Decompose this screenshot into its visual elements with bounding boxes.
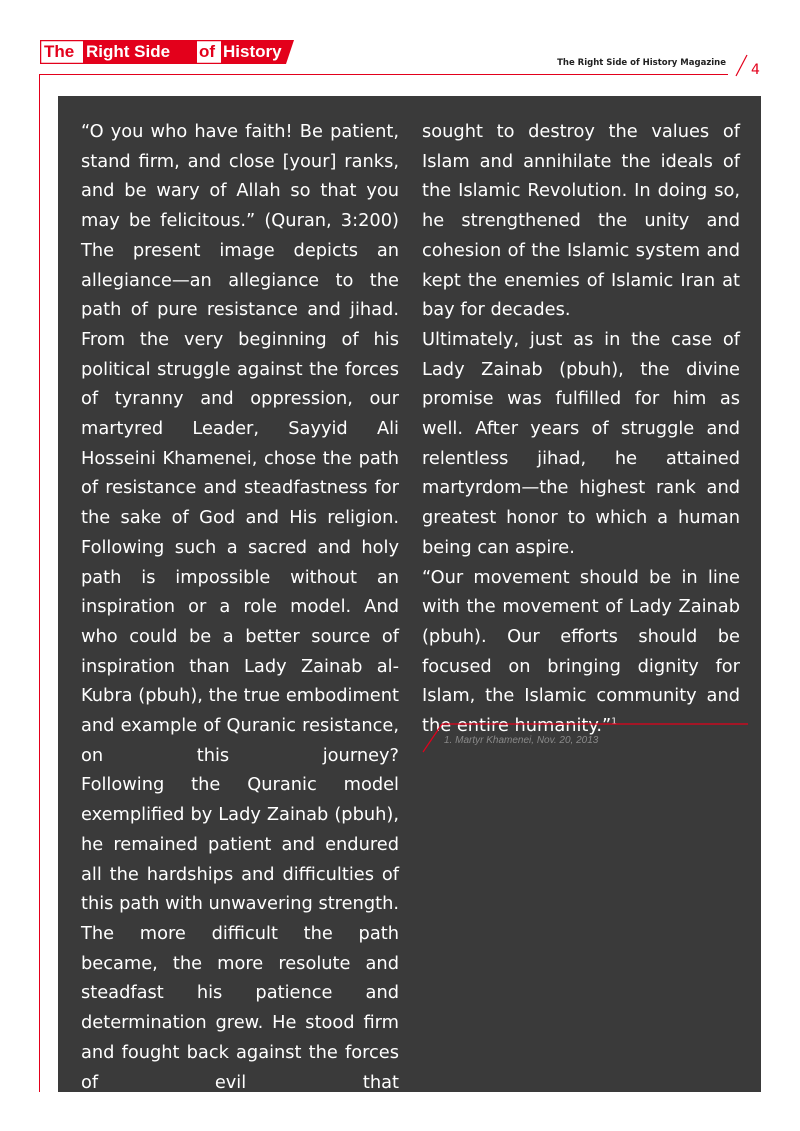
magazine-logo <box>40 40 294 64</box>
page-number: 4 <box>751 62 760 78</box>
values-paragraph: sought to destroy the values of Islam and annihilate the ideals of the Islamic Revolution. In doing so, he strengthened the unity and cohesion of the Islamic system and kept the enemies of Islamic Iran at bay for decades. <box>422 121 740 321</box>
martyrdom-paragraph: Ultimately, just as in the case of Lady Zainab (pbuh), the divine promise was fulfilled for him as well. After years of struggle and relentless jihad, he attained martyrdom—the highest rank and greatest honor to which a human being can aspire. <box>422 328 740 558</box>
page-number-slash <box>734 54 748 78</box>
logo-word-of: of <box>199 42 216 61</box>
quran-quote-paragraph: “O you who have faith! Be patient, stand firm, and close [your] ranks, and be wary of Allah so that you may be felicitous.” (Quran, 3:200) <box>81 121 399 232</box>
header-rule <box>40 74 728 75</box>
logo-word-the: The <box>44 42 75 61</box>
logo-word-right-side: Right Side <box>86 42 171 61</box>
footnote-text: 1. Martyr Khamenei, Nov. 20, 2013 <box>444 735 599 746</box>
movement-quote-text: “Our movement should be in line with the movement of Lady Zainab (pbuh). Our efforts should be focused on bringing dignity for Islam, the Islamic community and the entire humanity.” <box>422 566 740 737</box>
right-column <box>422 117 740 741</box>
quranic-model-paragraph: Following the Quranic model exemplified by Lady Zainab (pbuh), he remained patient and endured all the hardships and difficulties of this path with unwavering strength. The more difficult the path became, the more resolute and steadfast his patience and determination grew. He stood firm and fought back against the forces of evil that <box>81 774 399 1093</box>
logo-word-history: History <box>223 42 282 61</box>
magazine-name: The Right Side of History Magazine <box>557 58 726 68</box>
allegiance-paragraph: The present image depicts an allegiance—an allegiance to the path of pure resistance and jihad. From the very beginning of his political struggle against the forces of tyranny and oppression, our martyred Leader, Sayyid Ali Hosseini Khamenei, chose the path of resistance and steadfastness for the sake of God and His religion. Following such a sacred and holy path is impossible without an inspiration or a role model. And who could be a better source of inspiration than Lady Zainab al-Kubra (pbuh), the true embodiment and example of Quranic resistance, on this journey? <box>81 239 399 766</box>
left-column <box>81 117 399 1097</box>
side-rule <box>39 74 40 1092</box>
movement-quote-paragraph <box>422 563 740 741</box>
footnote-marker: 1 <box>611 717 617 728</box>
